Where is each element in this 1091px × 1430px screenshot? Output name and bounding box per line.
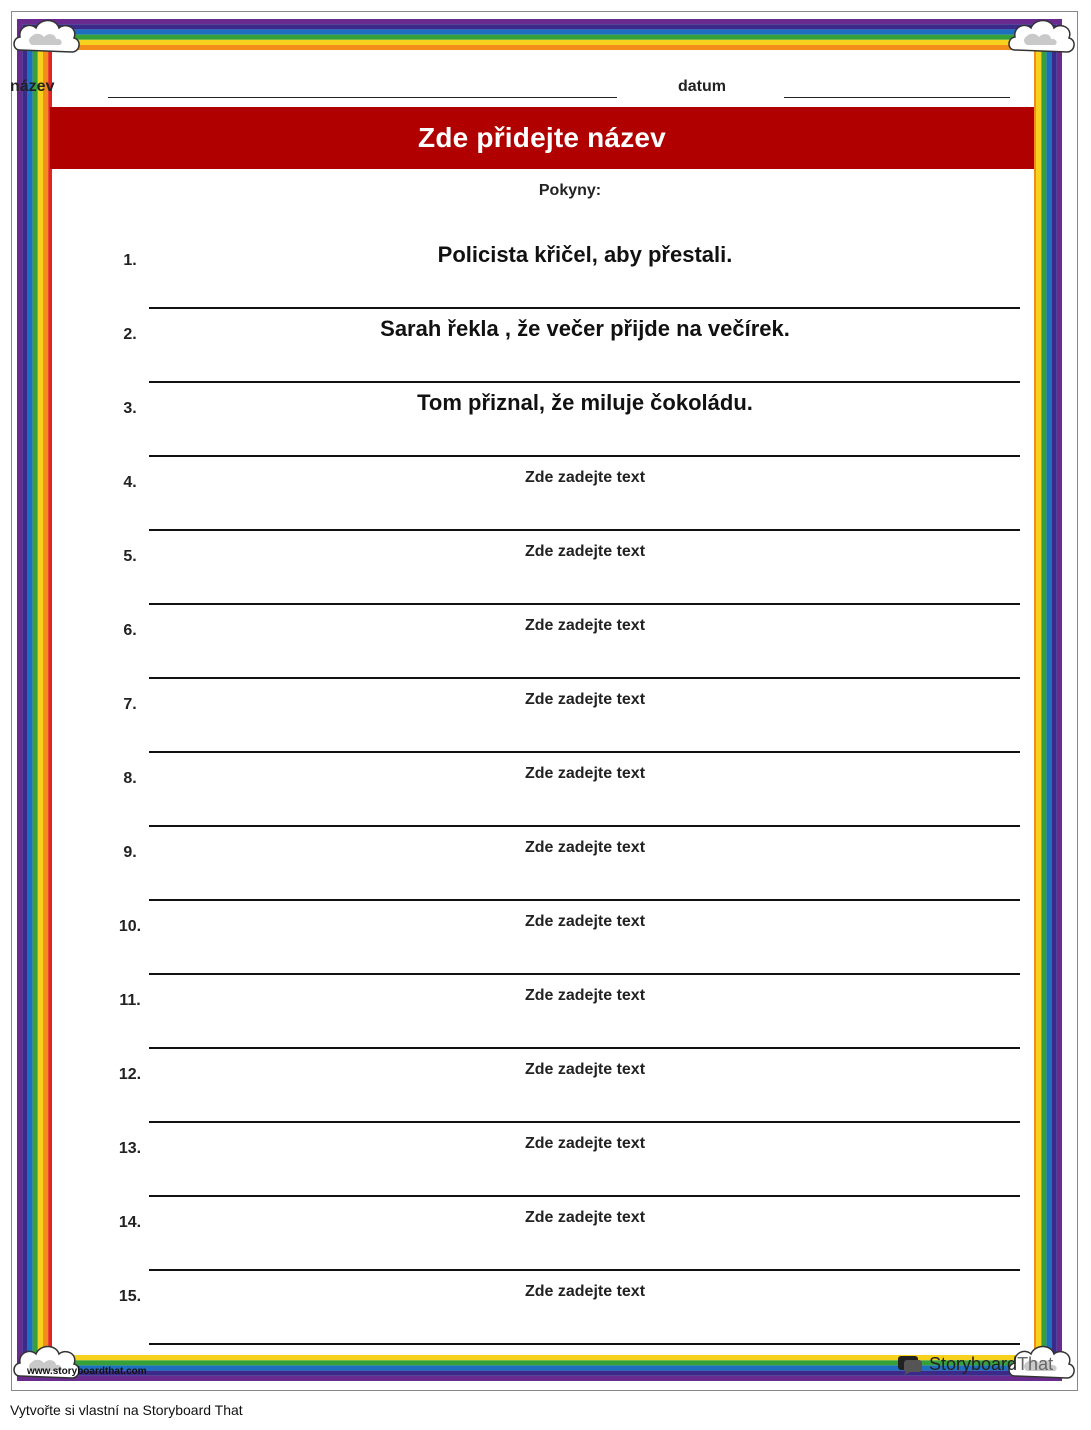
question-row (100, 752, 1020, 826)
question-text[interactable]: Zde zadejte text (524, 839, 646, 856)
question-text[interactable]: Zde zadejte text (524, 617, 646, 634)
brand-part1: Storyboard (929, 1354, 1018, 1374)
question-row (100, 604, 1020, 678)
question-number: 5. (123, 548, 137, 565)
cloud-icon-top-right (1005, 12, 1079, 62)
question-row (100, 1270, 1020, 1344)
question-number: 3. (123, 400, 137, 417)
question-number: 13. (118, 1140, 142, 1157)
question-number: 11. (119, 992, 141, 1009)
question-text[interactable]: Zde zadejte text (524, 1283, 646, 1300)
speech-bubble-icon (897, 1355, 923, 1375)
question-row (100, 900, 1020, 974)
question-row (100, 234, 1020, 308)
question-text[interactable]: Zde zadejte text (524, 543, 646, 560)
question-text[interactable]: Tom přiznal, že miluje čokoládu. (417, 390, 753, 415)
date-field-line[interactable] (784, 97, 1010, 98)
question-text[interactable]: Policista křičel, aby přestali. (437, 242, 733, 267)
question-row (100, 974, 1020, 1048)
question-text[interactable]: Sarah řekla , že večer přijde na večírek. (380, 316, 790, 341)
storyboardthat-logo (897, 1354, 1053, 1375)
footer-credit[interactable]: Vytvořte si vlastní na Storyboard That (10, 1402, 243, 1418)
name-label: název (10, 78, 55, 95)
question-number: 1. (123, 252, 137, 269)
question-row (100, 1122, 1020, 1196)
question-text[interactable]: Zde zadejte text (524, 691, 646, 708)
question-number: 10. (118, 918, 142, 935)
question-number: 15. (118, 1288, 142, 1305)
question-row (100, 456, 1020, 530)
question-row (100, 1196, 1020, 1270)
name-field-line[interactable] (108, 97, 617, 98)
question-row (100, 308, 1020, 382)
question-row (100, 530, 1020, 604)
question-number: 12. (118, 1066, 142, 1083)
website-url: www.storyboardthat.com (27, 1366, 147, 1377)
question-text[interactable]: Zde zadejte text (524, 1135, 646, 1152)
date-label: datum (678, 78, 726, 95)
question-number: 2. (123, 326, 137, 343)
question-row (100, 826, 1020, 900)
cloud-icon-bottom-left (10, 1338, 84, 1388)
instructions-label[interactable]: Pokyny: (538, 182, 602, 199)
question-number: 14. (118, 1214, 142, 1231)
question-row (100, 678, 1020, 752)
question-text[interactable]: Zde zadejte text (524, 469, 646, 486)
question-text[interactable]: Zde zadejte text (524, 987, 646, 1004)
question-row (100, 1048, 1020, 1122)
question-number: 4. (123, 474, 137, 491)
question-text[interactable]: Zde zadejte text (524, 1061, 646, 1078)
question-number: 8. (123, 770, 137, 787)
question-number: 9. (123, 844, 137, 861)
question-row (100, 382, 1020, 456)
question-text[interactable]: Zde zadejte text (524, 765, 646, 782)
question-number: 6. (123, 622, 137, 639)
worksheet-title[interactable]: Zde přidejte název (50, 107, 1034, 169)
brand-part2: That (1017, 1354, 1054, 1374)
question-text[interactable]: Zde zadejte text (524, 1209, 646, 1226)
cloud-icon-top-left (10, 12, 84, 62)
question-number: 7. (123, 696, 137, 713)
answer-line[interactable] (149, 1343, 1020, 1345)
question-text[interactable]: Zde zadejte text (524, 913, 646, 930)
